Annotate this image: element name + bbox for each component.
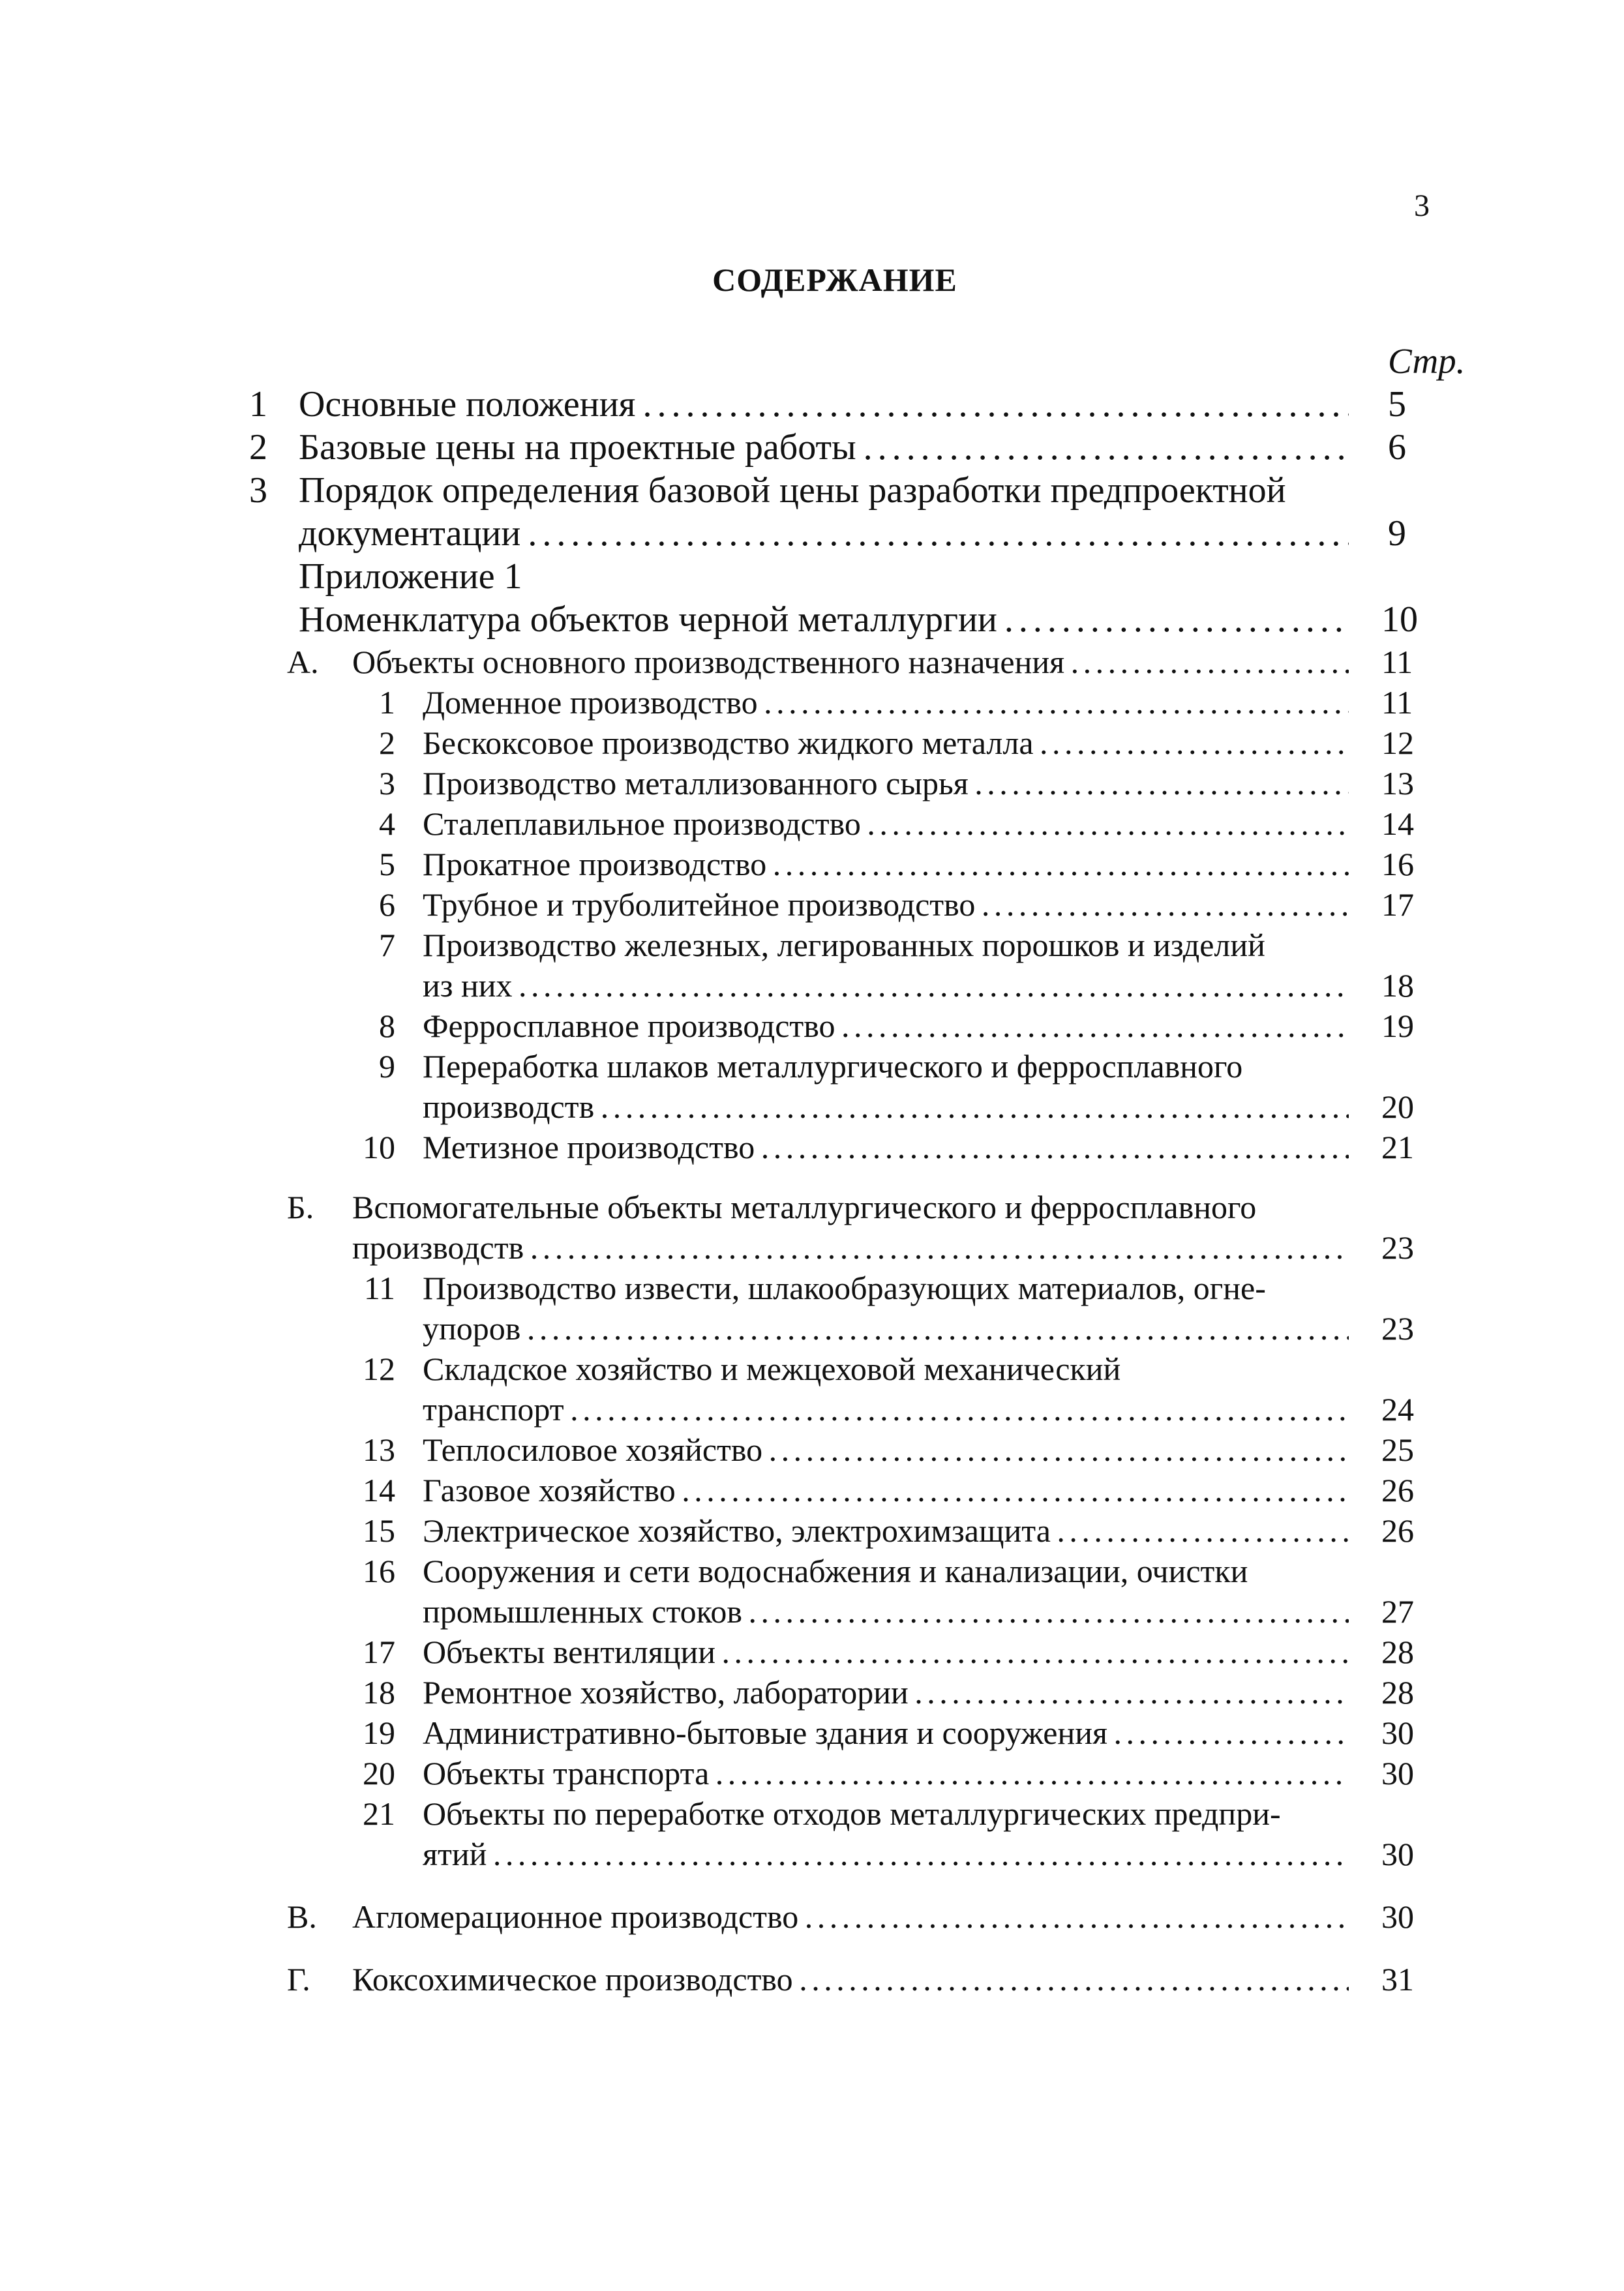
toc-entry[interactable] (0, 1431, 1624, 1476)
toc-title: Газовое хозяйство . . . (423, 1471, 1349, 1509)
toc-page: 30 (1381, 1836, 1414, 1872)
toc-page: 26 (1381, 1472, 1414, 1508)
toc-entry[interactable] (0, 470, 1624, 515)
toc-title: Производство металлизованного сырья . . . (423, 764, 1349, 802)
toc-number: 16 (363, 1553, 395, 1589)
toc-number: 12 (363, 1351, 395, 1387)
toc-title: Складское хозяйство и межцеховой механический (423, 1351, 1121, 1387)
toc-number: 17 (363, 1634, 395, 1670)
toc-page: 28 (1381, 1674, 1414, 1711)
toc-entry[interactable] (0, 1128, 1624, 1174)
toc-page: 18 (1381, 967, 1414, 1004)
toc-title: Порядок определения базовой цены разработки предпроектной (299, 470, 1286, 511)
toc-number: 5 (379, 846, 395, 882)
toc-title: транспорт . . . (423, 1390, 1349, 1428)
toc-title: Сталеплавильное производство . . . (423, 805, 1349, 843)
toc-page: 27 (1381, 1593, 1414, 1630)
toc-page: 30 (1381, 1715, 1414, 1751)
toc-entry-continued[interactable] (0, 1088, 1624, 1133)
toc-title: Коксохимическое производство . . . (352, 1960, 1349, 1998)
toc-title: производств . . . (423, 1088, 1349, 1126)
toc-page: 19 (1381, 1008, 1414, 1044)
toc-number: В. (287, 1898, 317, 1935)
toc-title: Приложение 1 (299, 556, 522, 597)
toc-title: Объекты основного производственного назначения . . . (352, 643, 1349, 681)
page-title: СОДЕРЖАНИЕ (712, 262, 957, 298)
toc-section[interactable] (0, 1188, 1624, 1234)
toc-number: 18 (363, 1674, 395, 1711)
toc-entry[interactable] (0, 683, 1624, 729)
toc-title: Производство извести, шлакообразующих материалов, огне- (423, 1270, 1266, 1306)
toc-number: 3 (379, 765, 395, 801)
toc-title: Агломерационное производство . . . (352, 1898, 1349, 1936)
toc-page: 31 (1381, 1961, 1414, 1998)
toc-title: Объекты вентиляции . . . (423, 1633, 1349, 1671)
toc-number: 14 (363, 1472, 395, 1508)
toc-page: 16 (1381, 846, 1414, 882)
toc-entry[interactable] (0, 764, 1624, 810)
toc-title: Базовые цены на проектные работы . . . (299, 427, 1349, 468)
toc-title: Ремонтное хозяйство, лаборатории . . . (423, 1673, 1349, 1711)
page-number: 3 (1414, 188, 1430, 223)
toc-title: Доменное производство . . . (423, 683, 1349, 721)
toc-entry-continued[interactable] (0, 1390, 1624, 1436)
toc-title: Теплосиловое хозяйство . . . (423, 1431, 1349, 1469)
toc-title: Переработка шлаков металлургического и ферросплавного (423, 1048, 1243, 1085)
toc-number: 13 (363, 1431, 395, 1468)
toc-entry[interactable] (0, 886, 1624, 931)
toc-title: Административно-бытовые здания и сооружения . . . (423, 1714, 1349, 1752)
toc-entry[interactable] (0, 1350, 1624, 1396)
toc-entry[interactable] (0, 1714, 1624, 1759)
toc-entry[interactable] (0, 805, 1624, 850)
toc-entry[interactable] (0, 1047, 1624, 1093)
toc-entry[interactable] (0, 1269, 1624, 1315)
toc-number: 6 (379, 886, 395, 923)
toc-entry[interactable] (0, 1633, 1624, 1679)
toc-title: Ферросплавное производство . . . (423, 1007, 1349, 1045)
toc-entry[interactable] (0, 926, 1624, 972)
toc-entry[interactable] (0, 427, 1624, 472)
toc-number: 15 (363, 1512, 395, 1549)
toc-appendix-label (0, 556, 1624, 601)
toc-entry-continued[interactable] (0, 1310, 1624, 1355)
toc-page: 26 (1381, 1512, 1414, 1549)
toc-title: из них . . . (423, 966, 1349, 1004)
toc-entry[interactable] (0, 383, 1624, 429)
toc-title: Сооружения и сети водоснабжения и канализации, очистки (423, 1553, 1248, 1589)
toc-number: 19 (363, 1715, 395, 1751)
toc-number: 9 (379, 1048, 395, 1085)
toc-number: Г. (287, 1961, 310, 1998)
toc-title: Номенклатура объектов черной металлургии . . . (299, 599, 1349, 640)
toc-page: 12 (1381, 725, 1414, 761)
toc-number: 8 (379, 1008, 395, 1044)
toc-page: 23 (1381, 1229, 1414, 1266)
toc-entry[interactable] (0, 1552, 1624, 1598)
toc-title: промышленных стоков . . . (423, 1593, 1349, 1630)
page-column-label: Стр. (1388, 341, 1466, 381)
toc-section-continued[interactable] (0, 1229, 1624, 1274)
toc-entry-continued[interactable] (0, 513, 1624, 558)
toc-entry[interactable] (0, 1673, 1624, 1719)
toc-page: 9 (1388, 513, 1406, 554)
toc-title: ятий . . . (423, 1835, 1349, 1873)
toc-page: 14 (1381, 805, 1414, 842)
toc-entry[interactable] (0, 1512, 1624, 1557)
toc-entry-continued[interactable] (0, 1593, 1624, 1638)
toc-title: упоров . . . (423, 1310, 1349, 1347)
toc-page: 21 (1381, 1129, 1414, 1165)
toc-number: 2 (379, 725, 395, 761)
toc-number: 3 (249, 470, 267, 511)
toc-page: 28 (1381, 1634, 1414, 1670)
toc-page: 13 (1381, 765, 1414, 801)
toc-entry-continued[interactable] (0, 1835, 1624, 1881)
toc-section[interactable] (0, 1898, 1624, 1943)
toc-number: 21 (363, 1795, 395, 1832)
toc-title: производств . . . (352, 1229, 1349, 1266)
toc-title: Электрическое хозяйство, электрохимзащита . . . (423, 1512, 1349, 1550)
toc-title: документации . . . (299, 513, 1349, 554)
toc-entry[interactable] (0, 1754, 1624, 1800)
toc-page: 11 (1381, 644, 1413, 680)
toc-number: 11 (363, 1270, 395, 1306)
toc-title: Основные положения . . . (299, 383, 1349, 425)
toc-number: А. (287, 644, 319, 680)
toc-page: 10 (1381, 599, 1418, 640)
toc-page: 23 (1381, 1310, 1414, 1347)
toc-title: Прокатное производство . . . (423, 845, 1349, 883)
toc-page: 11 (1381, 684, 1413, 721)
toc-title: Объекты по переработке отходов металлургических предпри- (423, 1795, 1281, 1832)
toc-section[interactable] (0, 643, 1624, 689)
toc-section[interactable] (0, 1960, 1624, 2006)
toc-page: 25 (1381, 1431, 1414, 1468)
toc-entry[interactable] (0, 845, 1624, 891)
toc-title: Производство железных, легированных порошков и изделий (423, 927, 1265, 963)
toc-title: Бескоксовое производство жидкого металла . . . (423, 724, 1349, 762)
toc-number: 4 (379, 805, 395, 842)
toc-page: 30 (1381, 1898, 1414, 1935)
toc-page: 24 (1381, 1391, 1414, 1428)
toc-page: 5 (1388, 384, 1406, 425)
toc-number: 1 (249, 384, 267, 425)
toc-entry[interactable] (0, 1795, 1624, 1840)
toc-number: 20 (363, 1755, 395, 1791)
toc-title: Метизное производство . . . (423, 1128, 1349, 1166)
toc-number: Б. (287, 1189, 314, 1225)
toc-page: 30 (1381, 1755, 1414, 1791)
toc-entry[interactable] (0, 724, 1624, 770)
toc-title: Объекты транспорта . . . (423, 1754, 1349, 1792)
toc-number: 2 (249, 427, 267, 468)
toc-entry[interactable] (0, 599, 1624, 644)
toc-page: 17 (1381, 886, 1414, 923)
toc-title: Трубное и труболитейное производство . . . (423, 886, 1349, 923)
toc-number: 7 (379, 927, 395, 963)
toc-entry-continued[interactable] (0, 966, 1624, 1012)
toc-number: 10 (363, 1129, 395, 1165)
toc-title: Вспомогательные объекты металлургического и ферросплавного (352, 1189, 1257, 1225)
toc-page: 6 (1388, 427, 1406, 468)
toc-entry[interactable] (0, 1471, 1624, 1517)
toc-entry[interactable] (0, 1007, 1624, 1053)
toc-number: 1 (379, 684, 395, 721)
toc-page: 20 (1381, 1088, 1414, 1125)
